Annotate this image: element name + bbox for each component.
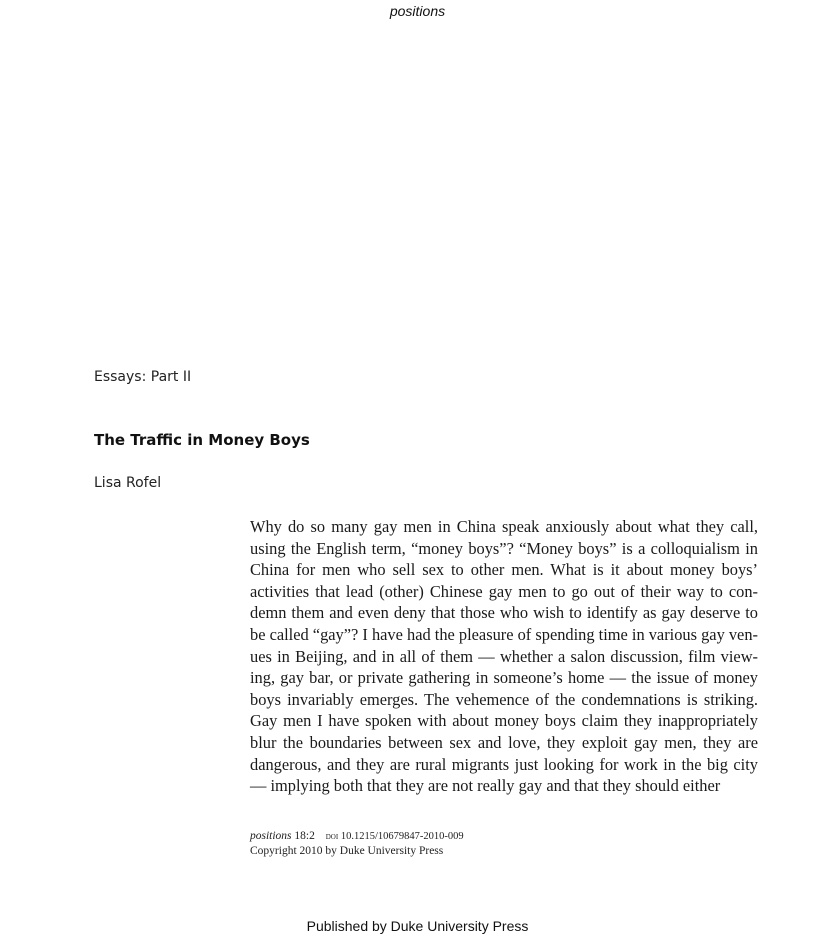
citation-block [250,829,464,859]
section-label: Essays: Part II [94,369,192,385]
article-body-text: Why do so many gay men in China speak anxiously about what they call, using the English term, “money boys”? “Money boys” is a colloquialism in China for men who sell sex to other men. What is it about money boys’ activities that lead (other) Chinese gay men to go out of their way to con-demn them and even deny that those who wish to identify as gay deserve to be called “gay”? I have had the pleasure of spending time in various gay ven-ues in Beijing, and in all of them — whether a salon discussion, film view-ing, gay bar, or private gathering in someone’s home — the issue of money boys invariably emerges. The vehemence of the condemnations is striking. Gay men I have spoken with about money boys claim they inappropriately blur the boundaries between sex and love, they exploit gay men, they are dangerous, and they are rural migrants just looking for work in the big city — implying both that they are not really gay and that they should either [250,517,758,796]
copyright-line: Copyright 2010 by Duke University Press [250,845,444,857]
citation-line [250,829,464,844]
journal-volume: 18:2 [294,830,315,842]
author-name: Lisa Rofel [94,475,162,491]
running-head: positions [389,3,446,19]
journal-name: positions [250,830,292,842]
publisher-line: Published by Duke University Press [306,918,529,934]
article-title: The Traffic in Money Boys [94,431,310,449]
doi-text: doi 10.1215/10679847-2010-009 [325,831,464,842]
